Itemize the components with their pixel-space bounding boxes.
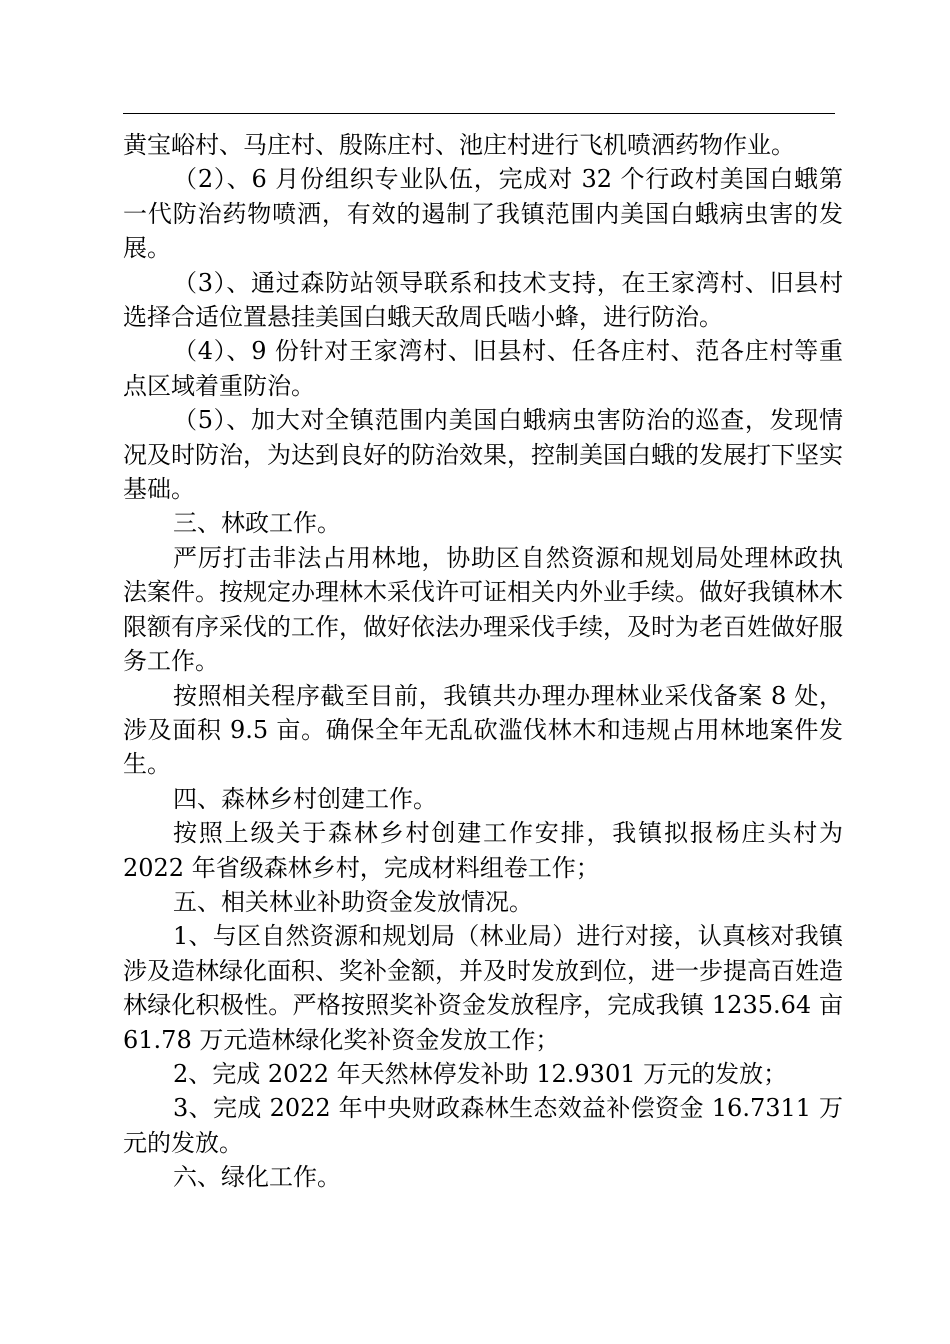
paragraph: 按照上级关于森林乡村创建工作安排，我镇拟报杨庄头村为 2022 年省级森林乡村，完成材料组卷工作； (123, 819, 851, 882)
section-heading: 六、绿化工作。 (173, 1163, 341, 1192)
paragraph: 按照相关程序截至目前，我镇共办理办理林业采伐备案 8 处，涉及面积 9.5 亩。确保全年无乱砍滥伐林木和违规占用林地案件发生。 (123, 681, 843, 779)
document-body (123, 128, 851, 1195)
paragraph: 3、完成 2022 年中央财政森林生态效益补偿资金 16.7311 万元的发放。 (123, 1094, 843, 1157)
section-heading: 五、相关林业补助资金发放情况。 (173, 887, 533, 916)
paragraph: 严厉打击非法占用林地，协助区自然资源和规划局处理林政执法案件。按规定办理林木采伐许可证相关内外业手续。做好我镇林木限额有序采伐的工作，做好依法办理采伐手续，及时为老百姓做好服务工作。 (123, 543, 843, 676)
paragraph: （2）、6 月份组织专业队伍，完成对 32 个行政村美国白蛾第一代防治药物喷洒，有效的遏制了我镇范围内美国白蛾病虫害的发展。 (123, 165, 843, 263)
paragraph: （4）、9 份针对王家湾村、旧县村、任各庄村、范各庄村等重点区域着重防治。 (123, 337, 843, 400)
paragraph: 1、与区自然资源和规划局（林业局）进行对接，认真核对我镇涉及造林绿化面积、奖补金额，并及时发放到位，进一步提高百姓造林绿化积极性。严格按照奖补资金发放程序，完成我镇 1235.64 亩 61.78 万元造林绿化奖补资金发放工作； (123, 922, 851, 1054)
paragraph: （5）、加大对全镇范围内美国白蛾病虫害防治的巡查，发现情况及时防治，为达到良好的防治效果，控制美国白蛾的发展打下坚实基础。 (123, 406, 843, 504)
header-rule (123, 113, 835, 114)
section-heading: 四、森林乡村创建工作。 (173, 784, 437, 813)
paragraph: （3）、通过森防站领导联系和技术支持，在王家湾村、旧县村选择合适位置悬挂美国白蛾天敌周氏啮小蜂，进行防治。 (123, 268, 843, 332)
section-heading: 三、林政工作。 (173, 509, 341, 538)
paragraph: 黄宝峪村、马庄村、殷陈庄村、池庄村进行飞机喷洒药物作业。 (123, 131, 795, 159)
paragraph: 2、完成 2022 年天然林停发补助 12.9301 万元的发放； (173, 1059, 788, 1088)
